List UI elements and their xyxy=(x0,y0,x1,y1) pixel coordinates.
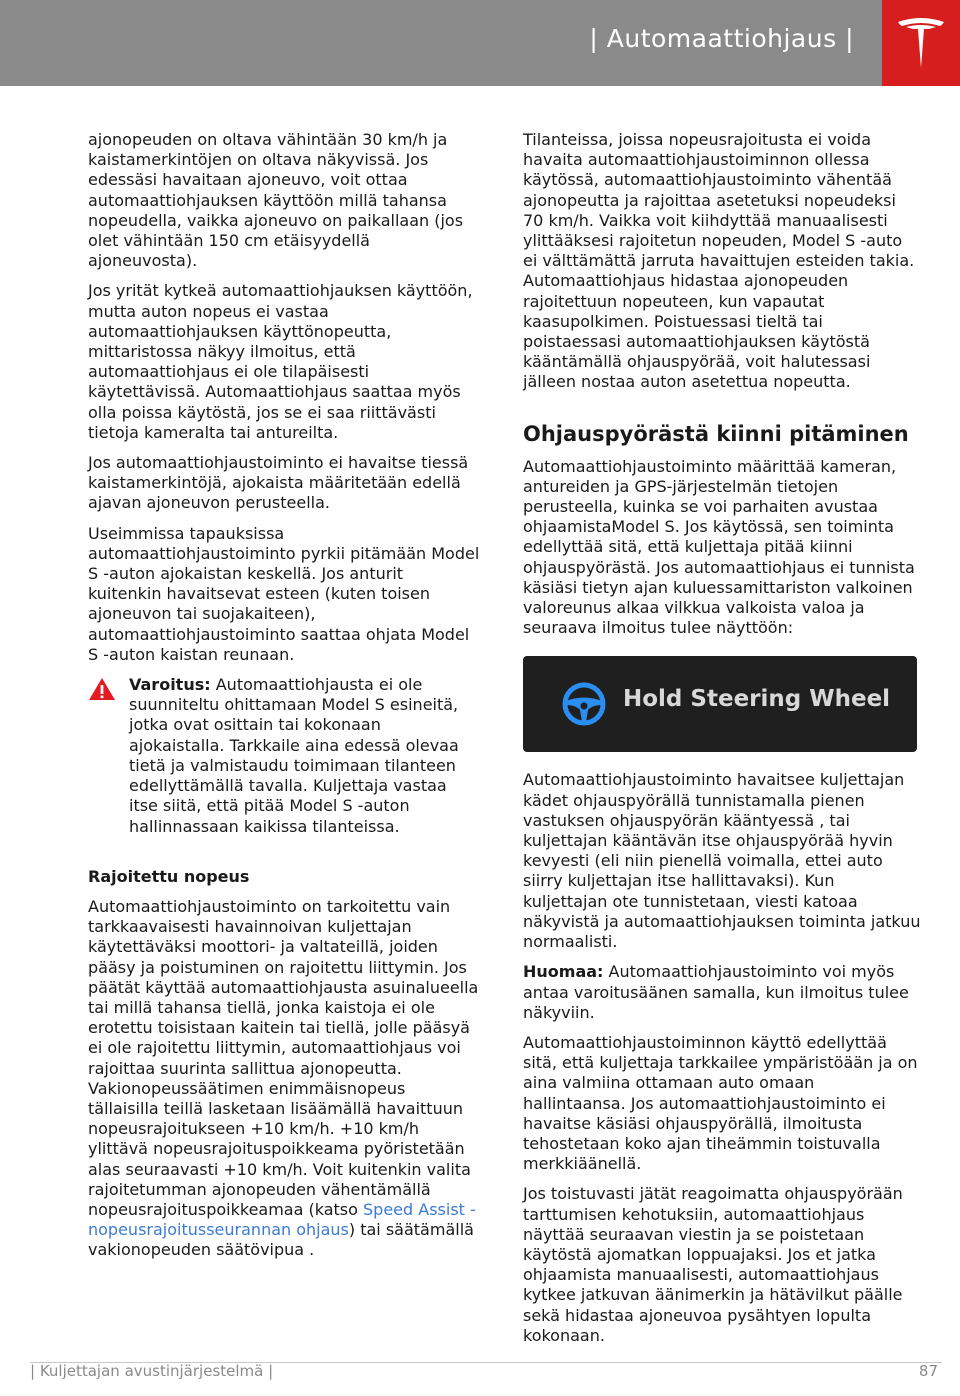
footer-section: | Kuljettajan avustinjärjestelmä | xyxy=(30,1362,274,1380)
warning-triangle-icon xyxy=(88,677,116,701)
paragraph: Jos toistuvasti jätät reagoimatta ohjauspyörään tarttumisen kehotuksiin, automaattiohjaus näyttää seuraavan viestin ja se poistetaan käytöstä ajomatkan loppuajaksi. Jos et jatka ohjaamista manuaalisesti, automaattiohjaus kytkee jatkuvan äänimerkin ja hätävilkut päälle sekä hidastaa ajoneuvoa pysähtyen lopulta kokonaan. xyxy=(523,1184,903,1345)
tesla-logo-icon xyxy=(896,16,946,70)
alert-text: Hold Steering Wheel xyxy=(623,686,891,713)
steering-wheel-icon xyxy=(561,681,607,727)
right-column xyxy=(523,130,921,1356)
text: ) tai säätämällä vakionopeuden säätövipua . xyxy=(88,1220,474,1260)
paragraph: Tilanteissa, joissa nopeusrajoitusta ei voida havaita automaattiohjaustoiminnon ollessa käytössä, automaattiohjaustoiminto vähentää ajonopeutta ja rajoittaa asetetuksi nopeudeksi 70 km/h. Vaikka voit kiihdyttää manuaalisesti ylittääksesi rajoitetun nopeuden, Model S -auto ei välttämättä jarruta havaittujen esteiden takia. Automaattiohjaus hidastaa ajonopeuden rajoitettuun nopeuteen, kun vapautat kaasupolkimen. Poistuessasi tieltä tai poistaessasi automaattiohjauksen käytöstä kääntämällä ohjauspyörää, voit halutessasi jälleen nostaa auton asetettua nopeutta. xyxy=(523,130,915,392)
page-number: 87 xyxy=(918,1362,938,1380)
paragraph: Useimmissa tapauksissa automaattiohjaustoiminto pyrkii pitämään Model S -auton ajokaistan keskellä. Jos anturit kuitenkin havaitsevat esteen (kuten toisen ajoneuvon tai suojakaiteen), automaattiohjaustoiminto saattaa ohjata Model S -auton kaistan reunaan. xyxy=(88,523,480,664)
warning-label: Varoitus: xyxy=(129,675,211,695)
paragraph xyxy=(88,897,480,1261)
paragraph: Automaattiohjaustoiminto määrittää kameran, antureiden ja GPS-järjestelmän tietojen perusteella, kuinka se voi parhaiten avustaa ohjaamistaModel S. Jos käytössä, sen toiminta edellyttää sitä, että kuljettaja pitää kiinni ohjauspyörästä. Jos automaattiohjaus ei tunnista käsiäsi tietyn ajan kuluessamittariston valkoinen valoreunus alkaa vilkkua valkoista valoa ja seuraava ilmoitus tulee näyttöön: xyxy=(523,456,915,638)
note-label: Huomaa: xyxy=(523,962,604,982)
page-title: | Automaattiohjaus | xyxy=(589,24,854,53)
section-heading: Rajoitettu nopeus xyxy=(88,866,250,886)
paragraph: Automaattiohjaustoiminnon käyttö edellyttää sitä, että kuljettaja tarkkailee ympäristöään ja on aina valmiina ottamaan auto omaan hallintaansa. Jos automaattiohjaustoiminto ei havaitse käsiäsi ohjauspyörällä, ilmoitusta tehostetaan koko ajan tiheämmin toistuvalla merkkiäänellä. xyxy=(523,1032,918,1174)
brand-logo xyxy=(882,0,960,86)
speed-assist-link[interactable]: Speed Assist -nopeusrajoitusseurannan ohjaus xyxy=(88,1199,476,1240)
paragraph: ajonopeuden on oltava vähintään 30 km/h ja kaistamerkintöjen on oltava näkyvissä. Jos edessäsi havaitaan ajoneuvo, voit ottaa automaattiohjauksen käyttöön millä tahansa nopeudella, vaikka ajoneuvo on paikallaan (jos olet vähintään 150 cm etäisyydellä ajoneuvosta). xyxy=(88,130,464,271)
hold-steering-wheel-alert xyxy=(523,656,917,752)
paragraph: Jos automaattiohjaustoiminto ei havaitse tiessä kaistamerkintöjä, ajokaista määritetään edellä ajavan ajoneuvon perusteella. xyxy=(88,453,469,513)
page-header xyxy=(0,0,960,86)
note xyxy=(523,962,921,1023)
warning-box xyxy=(88,675,480,837)
note-text: Automaattiohjaustoiminto voi myös antaa varoitusäänen samalla, kun ilmoitus tulee näkyviin. xyxy=(523,962,909,1022)
paragraph: Automaattiohjaustoiminto havaitsee kuljettajan kädet ohjauspyörällä tunnistamalla pienen vastuksen ohjauspyörän kääntyessä , tai kuljettajan kääntävän itse ohjauspyörää hyvin kevyesti (eli niin pienellä voimalla, ettei auto siirry kuljettajan itse hallittavaksi). Kun kuljettajan ote tunnistetaan, viesti katoaa näkyvistä ja automaattiohjauksen toiminta jatkuu normaalisti. xyxy=(523,770,921,952)
warning-text: Automaattiohjausta ei ole suunniteltu ohittamaan Model S esineitä, jotka ovat osittain tai kokonaan ajokaistalla. Tarkkaile aina edessä olevaa tietä ja valmistaudu toimimaan tilanteen edellyttämällä tavalla. Kuljettaja vastaa itse siitä, että pitää Model S -auton hallinnassaan kaikissa tilanteissa. xyxy=(129,675,459,836)
section-heading: Ohjauspyörästä kiinni pitäminen xyxy=(523,421,909,446)
left-column xyxy=(88,130,480,1271)
paragraph: Jos yrität kytkeä automaattiohjauksen käyttöön, mutta auton nopeus ei vastaa automaattiohjauksen käyttönopeutta, mittaristossa näkyy ilmoitus, että automaattiohjaus ei ole tilapäisesti käytettävissä. Automaattiohjaus saattaa myös olla poissa käytöstä, jos se ei saa riittävästi tietoja kameralta tai antureilta. xyxy=(88,281,473,442)
text: Automaattiohjaustoiminto on tarkoitettu vain tarkkaavaisesti havainnoivan kuljettajan käytettäväksi moottori- ja valtateillä, joiden pääsy ja poistuminen on rajoitettu liittymin. Jos päätät käyttää automaattiohjausta asuinalueella tai millä tahansa tiellä, jonka kaistoja ei ole erotettu toisistaan kaitein tai tiellä, jolle pääsyä ei ole rajoitettu liittymin, automaattiohjaus voi rajoittaa suurinta sallittua ajonopeutta. Vakionopeussäätimen enimmäisnopeus tällaisilla teillä lasketaan lisäämällä havaittuun nopeusrajoitukseen +10 km/h. +10 km/h ylittävä nopeusrajoituspoikkeama pyöristetään alas seuraavasti +10 km/h. Voit kuitenkin valita rajoitetumman ajonopeuden vähentämällä nopeusrajoituspoikkeamaa (katso xyxy=(88,896,479,1219)
